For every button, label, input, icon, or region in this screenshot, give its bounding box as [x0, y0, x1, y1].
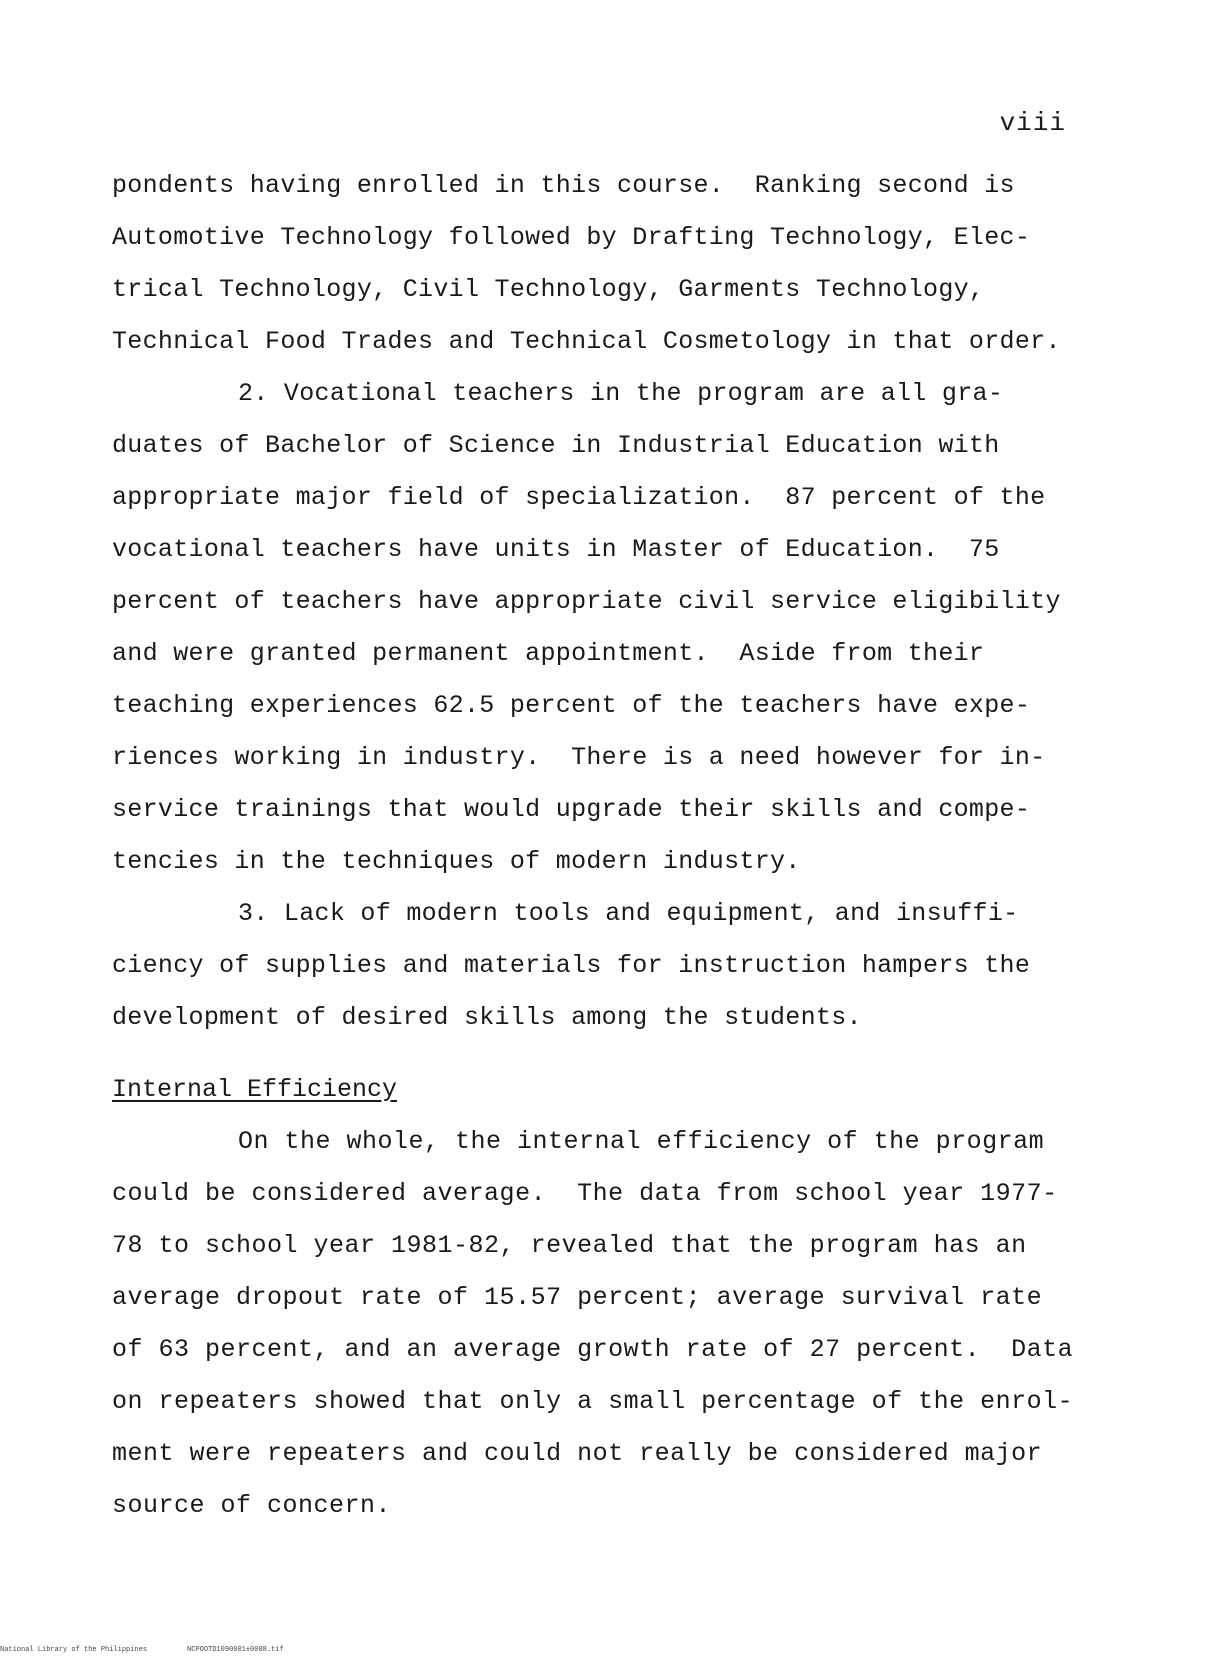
text-line: percent of teachers have appropriate civil service eligibility: [112, 587, 1061, 616]
text-line: ciency of supplies and materials for instruction hampers the: [112, 951, 1031, 980]
text-line: source of concern.: [112, 1491, 392, 1520]
text-line: trical Technology, Civil Technology, Garments Technology,: [112, 275, 985, 304]
text-line: teaching experiences 62.5 percent of the teachers have expe-: [112, 691, 1031, 720]
text-line: duates of Bachelor of Science in Industrial Education with: [112, 431, 1000, 460]
section-heading: Internal Efficiency: [112, 1075, 398, 1104]
text-line: ment were repeaters and could not really be considered major: [112, 1439, 1043, 1468]
paragraph-4: [112, 1116, 1092, 1532]
text-line: on repeaters showed that only a small percentage of the enrol-: [112, 1387, 1074, 1416]
text-line: and were granted permanent appointment. Aside from their: [112, 639, 985, 668]
text-line: On the whole, the internal efficiency of the program: [238, 1127, 1045, 1156]
text-line: Technical Food Trades and Technical Cosmetology in that order.: [112, 327, 1061, 356]
footer-filename: NCPOOTD1090001±0008.tif: [187, 1646, 284, 1654]
scan-footer: [0, 1646, 284, 1654]
page-number: viii: [999, 108, 1066, 138]
text-line: appropriate major field of specialization. 87 percent of the: [112, 483, 1046, 512]
text-line: pondents having enrolled in this course. Ranking second is: [112, 171, 1015, 200]
text-line: service trainings that would upgrade their skills and compe-: [112, 795, 1031, 824]
text-line: development of desired skills among the students.: [112, 1003, 862, 1032]
text-line: of 63 percent, and an average growth rate of 27 percent. Data: [112, 1335, 1074, 1364]
text-line: riences working in industry. There is a need however for in-: [112, 743, 1046, 772]
text-line: 3. Lack of modern tools and equipment, and insuffi-: [238, 899, 1019, 928]
paragraph-3: [112, 888, 1092, 1044]
text-line: 78 to school year 1981-82, revealed that the program has an: [112, 1231, 1027, 1260]
text-line: average dropout rate of 15.57 percent; average survival rate: [112, 1283, 1043, 1312]
text-line: 2. Vocational teachers in the program are all gra-: [238, 379, 1004, 408]
paragraph-1: [112, 160, 1092, 368]
text-line: Automotive Technology followed by Drafting Technology, Elec-: [112, 223, 1031, 252]
footer-library: National Library of the Philippines: [0, 1646, 148, 1654]
text-line: tencies in the techniques of modern industry.: [112, 847, 801, 876]
text-line: could be considered average. The data from school year 1977-: [112, 1179, 1058, 1208]
text-line: vocational teachers have units in Master of Education. 75: [112, 535, 1000, 564]
paragraph-2: [112, 368, 1092, 888]
document-body: [112, 160, 1092, 1532]
